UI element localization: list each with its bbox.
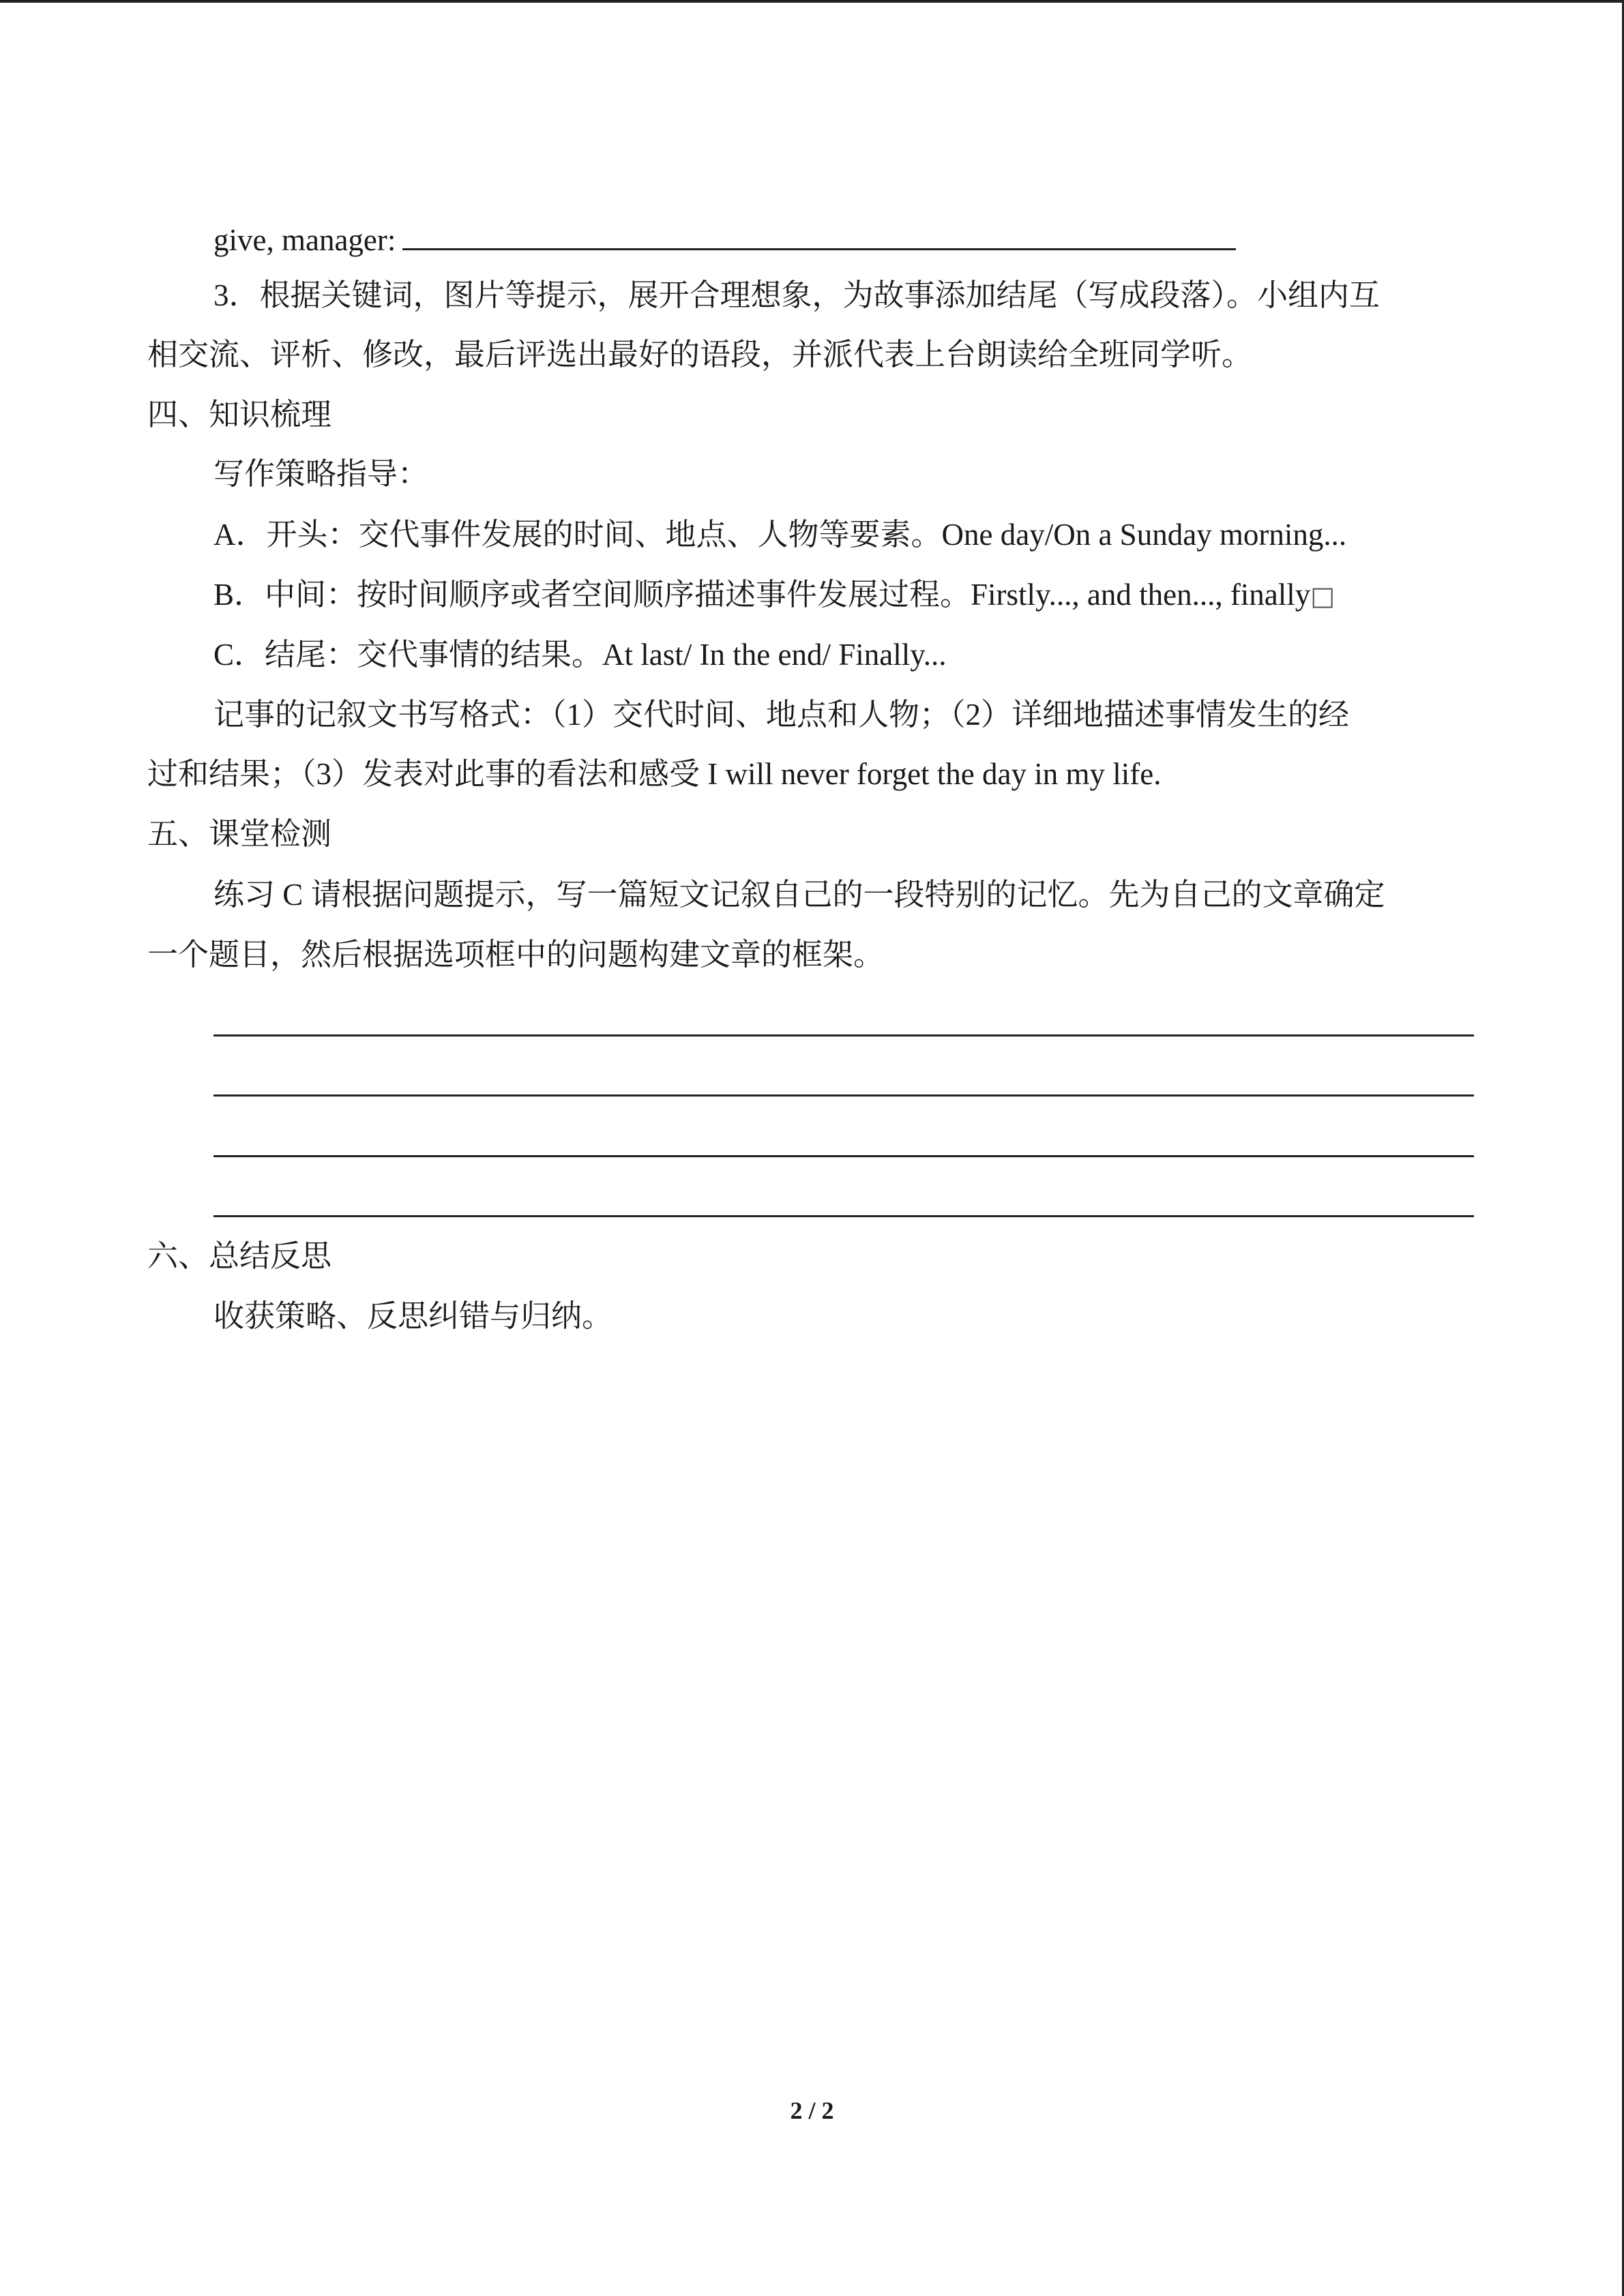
writing-line[interactable] <box>213 1215 1474 1217</box>
exercise-line-label: give, manager: <box>213 223 396 257</box>
exercise-line <box>213 218 1236 260</box>
strategy-item-b <box>213 574 1335 616</box>
writing-line[interactable] <box>213 1094 1474 1097</box>
writing-line[interactable] <box>213 1155 1474 1157</box>
section5-exercise-line1: 练习 C 请根据问题提示，写一篇短文记叙自己的一段特别的记忆。先为自己的文章确定 <box>213 878 1385 912</box>
strategy-item-b-text: B．中间：按时间顺序或者空间顺序描述事件发展过程。Firstly..., and then..., finally <box>213 578 1311 612</box>
section6-heading: 六、总结反思 <box>147 1239 332 1273</box>
answer-blank[interactable] <box>402 218 1236 250</box>
section5-heading: 五、课堂检测 <box>147 817 332 851</box>
section4-subheading: 写作策略指导： <box>213 457 429 491</box>
task3-line2: 相交流、评析、修改，最后评选出最好的语段，并派代表上台朗读给全班同学听。 <box>147 338 1253 372</box>
strategy-item-c: C．结尾：交代事情的结果。At last/ In the end/ Finally... <box>213 638 947 672</box>
page-top-border <box>0 0 1624 3</box>
section5-exercise-line2: 一个题目，然后根据选项框中的问题构建文章的框架。 <box>147 938 885 972</box>
strategy-item-a: A．开头：交代事件发展的时间、地点、人物等要素。One day/On a Sunday morning... <box>213 518 1347 552</box>
format-line2: 过和结果；（3）发表对此事的看法和感受 I will never forget the day in my life. <box>147 757 1162 791</box>
missing-glyph-box: □ <box>1310 581 1335 611</box>
section6-content: 收获策略、反思纠错与归纳。 <box>213 1299 613 1333</box>
section4-heading: 四、知识梳理 <box>147 398 332 432</box>
task3-line1: 3．根据关键词，图片等提示，展开合理想象，为故事添加结尾（写成段落）。小组内互 <box>213 278 1381 312</box>
writing-line[interactable] <box>213 1034 1474 1037</box>
format-line1: 记事的记叙文书写格式：（1）交代时间、地点和人物；（2）详细地描述事情发生的经 <box>213 698 1350 732</box>
page-number: 2 / 2 <box>790 2097 834 2124</box>
